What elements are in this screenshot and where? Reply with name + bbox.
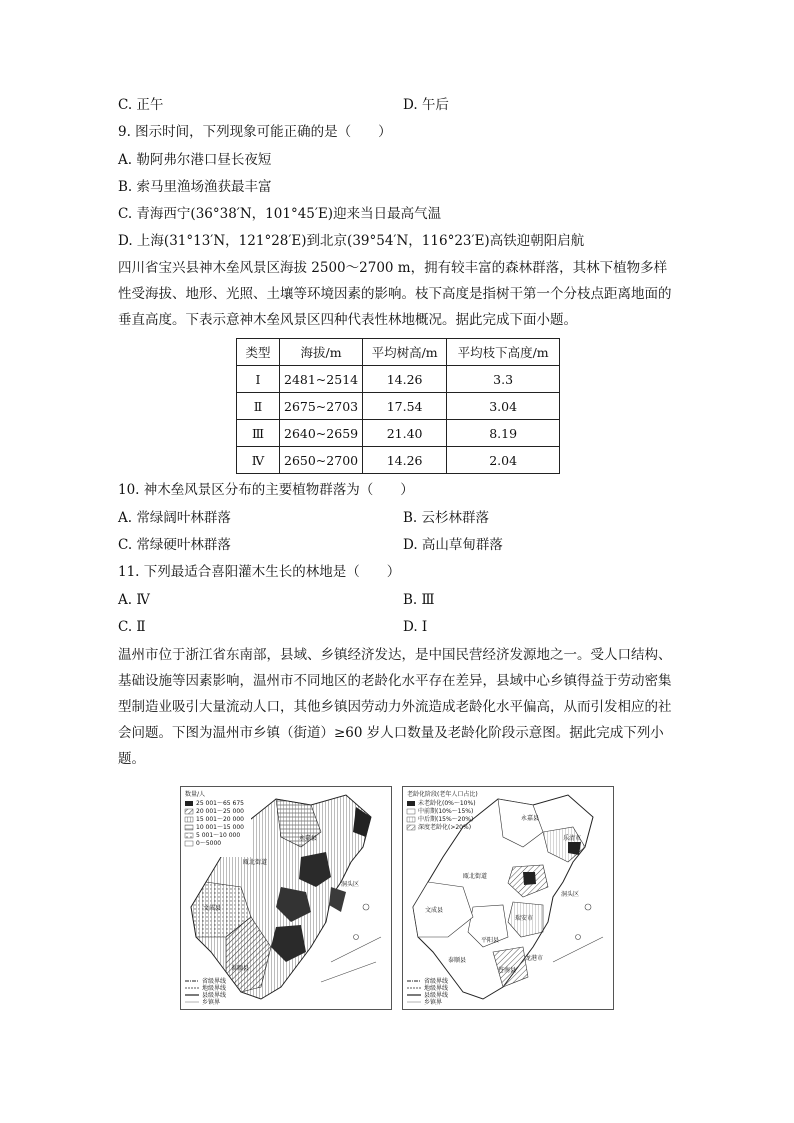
map-place-label: 苍南县: [498, 967, 517, 974]
map-place-label: 文成县: [425, 907, 444, 914]
map-boundary-item: 乡镇界: [202, 999, 221, 1006]
table-row: [237, 366, 560, 393]
q11-option-a: A. Ⅳ: [118, 592, 150, 608]
table-cell: 21.40: [363, 420, 447, 447]
q10-stem: 10. 神木垒风景区分布的主要植物群落为（ ）: [118, 482, 414, 498]
map-boundary-item: 省级界线: [424, 978, 449, 985]
q9-option-d: D. 上海(31°13′N，121°28′E)到北京(39°54′N，116°23′E)高铁迎朝阳启航: [118, 233, 585, 249]
map-boundary-item: 县级界线: [202, 992, 227, 999]
table-cell: 2481~2514: [280, 366, 363, 393]
map-boundary-item: 省级界线: [202, 978, 227, 985]
table-cell: 2640~2659: [280, 420, 363, 447]
table-cell: 2675~2703: [280, 393, 363, 420]
q8-option-d: D. 午后: [403, 97, 449, 113]
table-cell: 17.54: [363, 393, 447, 420]
q9-option-c: C. 青海西宁(36°38′N，101°45′E)迎来当日最高气温: [118, 206, 442, 222]
map-legend-item: 10 001～15 000: [196, 824, 244, 831]
table-cell: 2650~2700: [280, 447, 363, 474]
map-place-label: 泰顺县: [231, 965, 250, 972]
q9-stem: 9. 图示时间，下列现象可能正确的是（ ）: [118, 124, 392, 140]
table-header: 平均枝下高度/m: [447, 339, 560, 366]
table-header: 平均树高/m: [363, 339, 447, 366]
map-place-label: 洞头区: [561, 891, 580, 898]
map-legend-item: 15 001～20 000: [196, 816, 244, 823]
map-boundary-item: 乡镇界: [424, 999, 443, 1006]
table-cell: Ⅲ: [237, 420, 280, 447]
map-place-label: 永嘉县: [299, 835, 318, 842]
map-place-label: 瓯北街道: [463, 873, 488, 880]
q9-option-a: A. 勒阿弗尔港口昼长夜短: [118, 152, 272, 168]
map-legend-item: 未老龄化(0%～10%): [418, 800, 476, 807]
map-legend-item: 20 001～25 000: [196, 808, 244, 815]
map-legend-item: 中前期(10%～15%): [418, 808, 474, 815]
q11-stem: 11. 下列最适合喜阳灌木生长的林地是（ ）: [118, 564, 401, 580]
map-place-label: 瓯北街道: [243, 859, 268, 866]
map-legend-title: 老龄化阶段(老年人口占比): [407, 791, 478, 798]
q10-option-d: D. 高山草甸群落: [403, 537, 503, 553]
table-row: [237, 393, 560, 420]
map-place-label: 文成县: [203, 905, 222, 912]
table-cell: 2.04: [447, 447, 560, 474]
table-cell: Ⅳ: [237, 447, 280, 474]
q10-option-b: B. 云杉林群落: [403, 510, 490, 526]
table-row: [237, 420, 560, 447]
table-cell: 14.26: [363, 447, 447, 474]
q8-option-c: C. 正午: [118, 97, 164, 113]
map-place-label: 龙港市: [525, 955, 544, 962]
map-place-label: 平阳县: [481, 937, 500, 944]
map-place-label: 永嘉县: [521, 815, 540, 822]
population-map: [180, 786, 392, 1010]
map-place-label: 瑞安市: [515, 915, 534, 922]
table-cell: Ⅰ: [237, 366, 280, 393]
q10-option-a: A. 常绿阔叶林群落: [118, 510, 231, 526]
map-boundary-item: 地级界线: [202, 985, 227, 992]
aging-stage-map: [402, 786, 614, 1010]
map-legend-item: 5 001～10 000: [196, 832, 241, 839]
map-legend-title: 数量/人: [185, 791, 206, 798]
passage-wenzhou: 温州市位于浙江省东南部，县域、乡镇经济发达，是中国民营经济发源地之一。受人口结构、基础设施等因素影响，温州市不同地区的老龄化水平存在差异，县域中心乡镇得益于劳动密集型制造业吸引大量流动人口，其他乡镇因劳动力外流造成老龄化水平偏高，从而引发相应的社会问题。下图为温州市乡镇（街道）≥60 岁人口数量及老龄化阶段示意图。据此完成下列小题。: [118, 647, 672, 767]
q9-option-b: B. 索马里渔场渔获最丰富: [118, 179, 272, 195]
q11-option-b: B. Ⅲ: [403, 592, 435, 608]
q11-option-c: C. Ⅱ: [118, 619, 146, 635]
map-legend-item: 深度老龄化(>20%): [418, 824, 472, 831]
table-cell: 3.04: [447, 393, 560, 420]
table-header: 海拔/m: [280, 339, 363, 366]
map-boundary-item: 地级界线: [424, 985, 449, 992]
table-cell: 3.3: [447, 366, 560, 393]
table-header-row: [237, 339, 560, 366]
map-legend-item: 中后期(15%～20%): [418, 816, 474, 823]
q10-option-c: C. 常绿硬叶林群落: [118, 537, 231, 553]
map-place-label: 泰顺县: [448, 957, 467, 964]
map-boundary-item: 县级界线: [424, 992, 449, 999]
forest-table: [236, 338, 560, 474]
q11-option-d: D. Ⅰ: [403, 619, 428, 635]
table-cell: Ⅱ: [237, 393, 280, 420]
table-cell: 8.19: [447, 420, 560, 447]
map-place-label: 乐清市: [563, 835, 582, 842]
map-legend-item: 25 001～65 675: [196, 800, 244, 807]
passage-forest: 四川省宝兴县神木垒风景区海拔 2500～2700 m，拥有较丰富的森林群落，其林下植物多样性受海拔、地形、光照、土壤等环境因素的影响。枝下高度是指树干第一个分枝点距离地面的垂直高度。下表示意神木垒风景区四种代表性林地概况。据此完成下面小题。: [118, 260, 672, 328]
map-place-label: 洞头区: [341, 881, 360, 888]
table-row: [237, 447, 560, 474]
table-header: 类型: [237, 339, 280, 366]
table-cell: 14.26: [363, 366, 447, 393]
map-legend-item: 0～5000: [196, 840, 222, 847]
